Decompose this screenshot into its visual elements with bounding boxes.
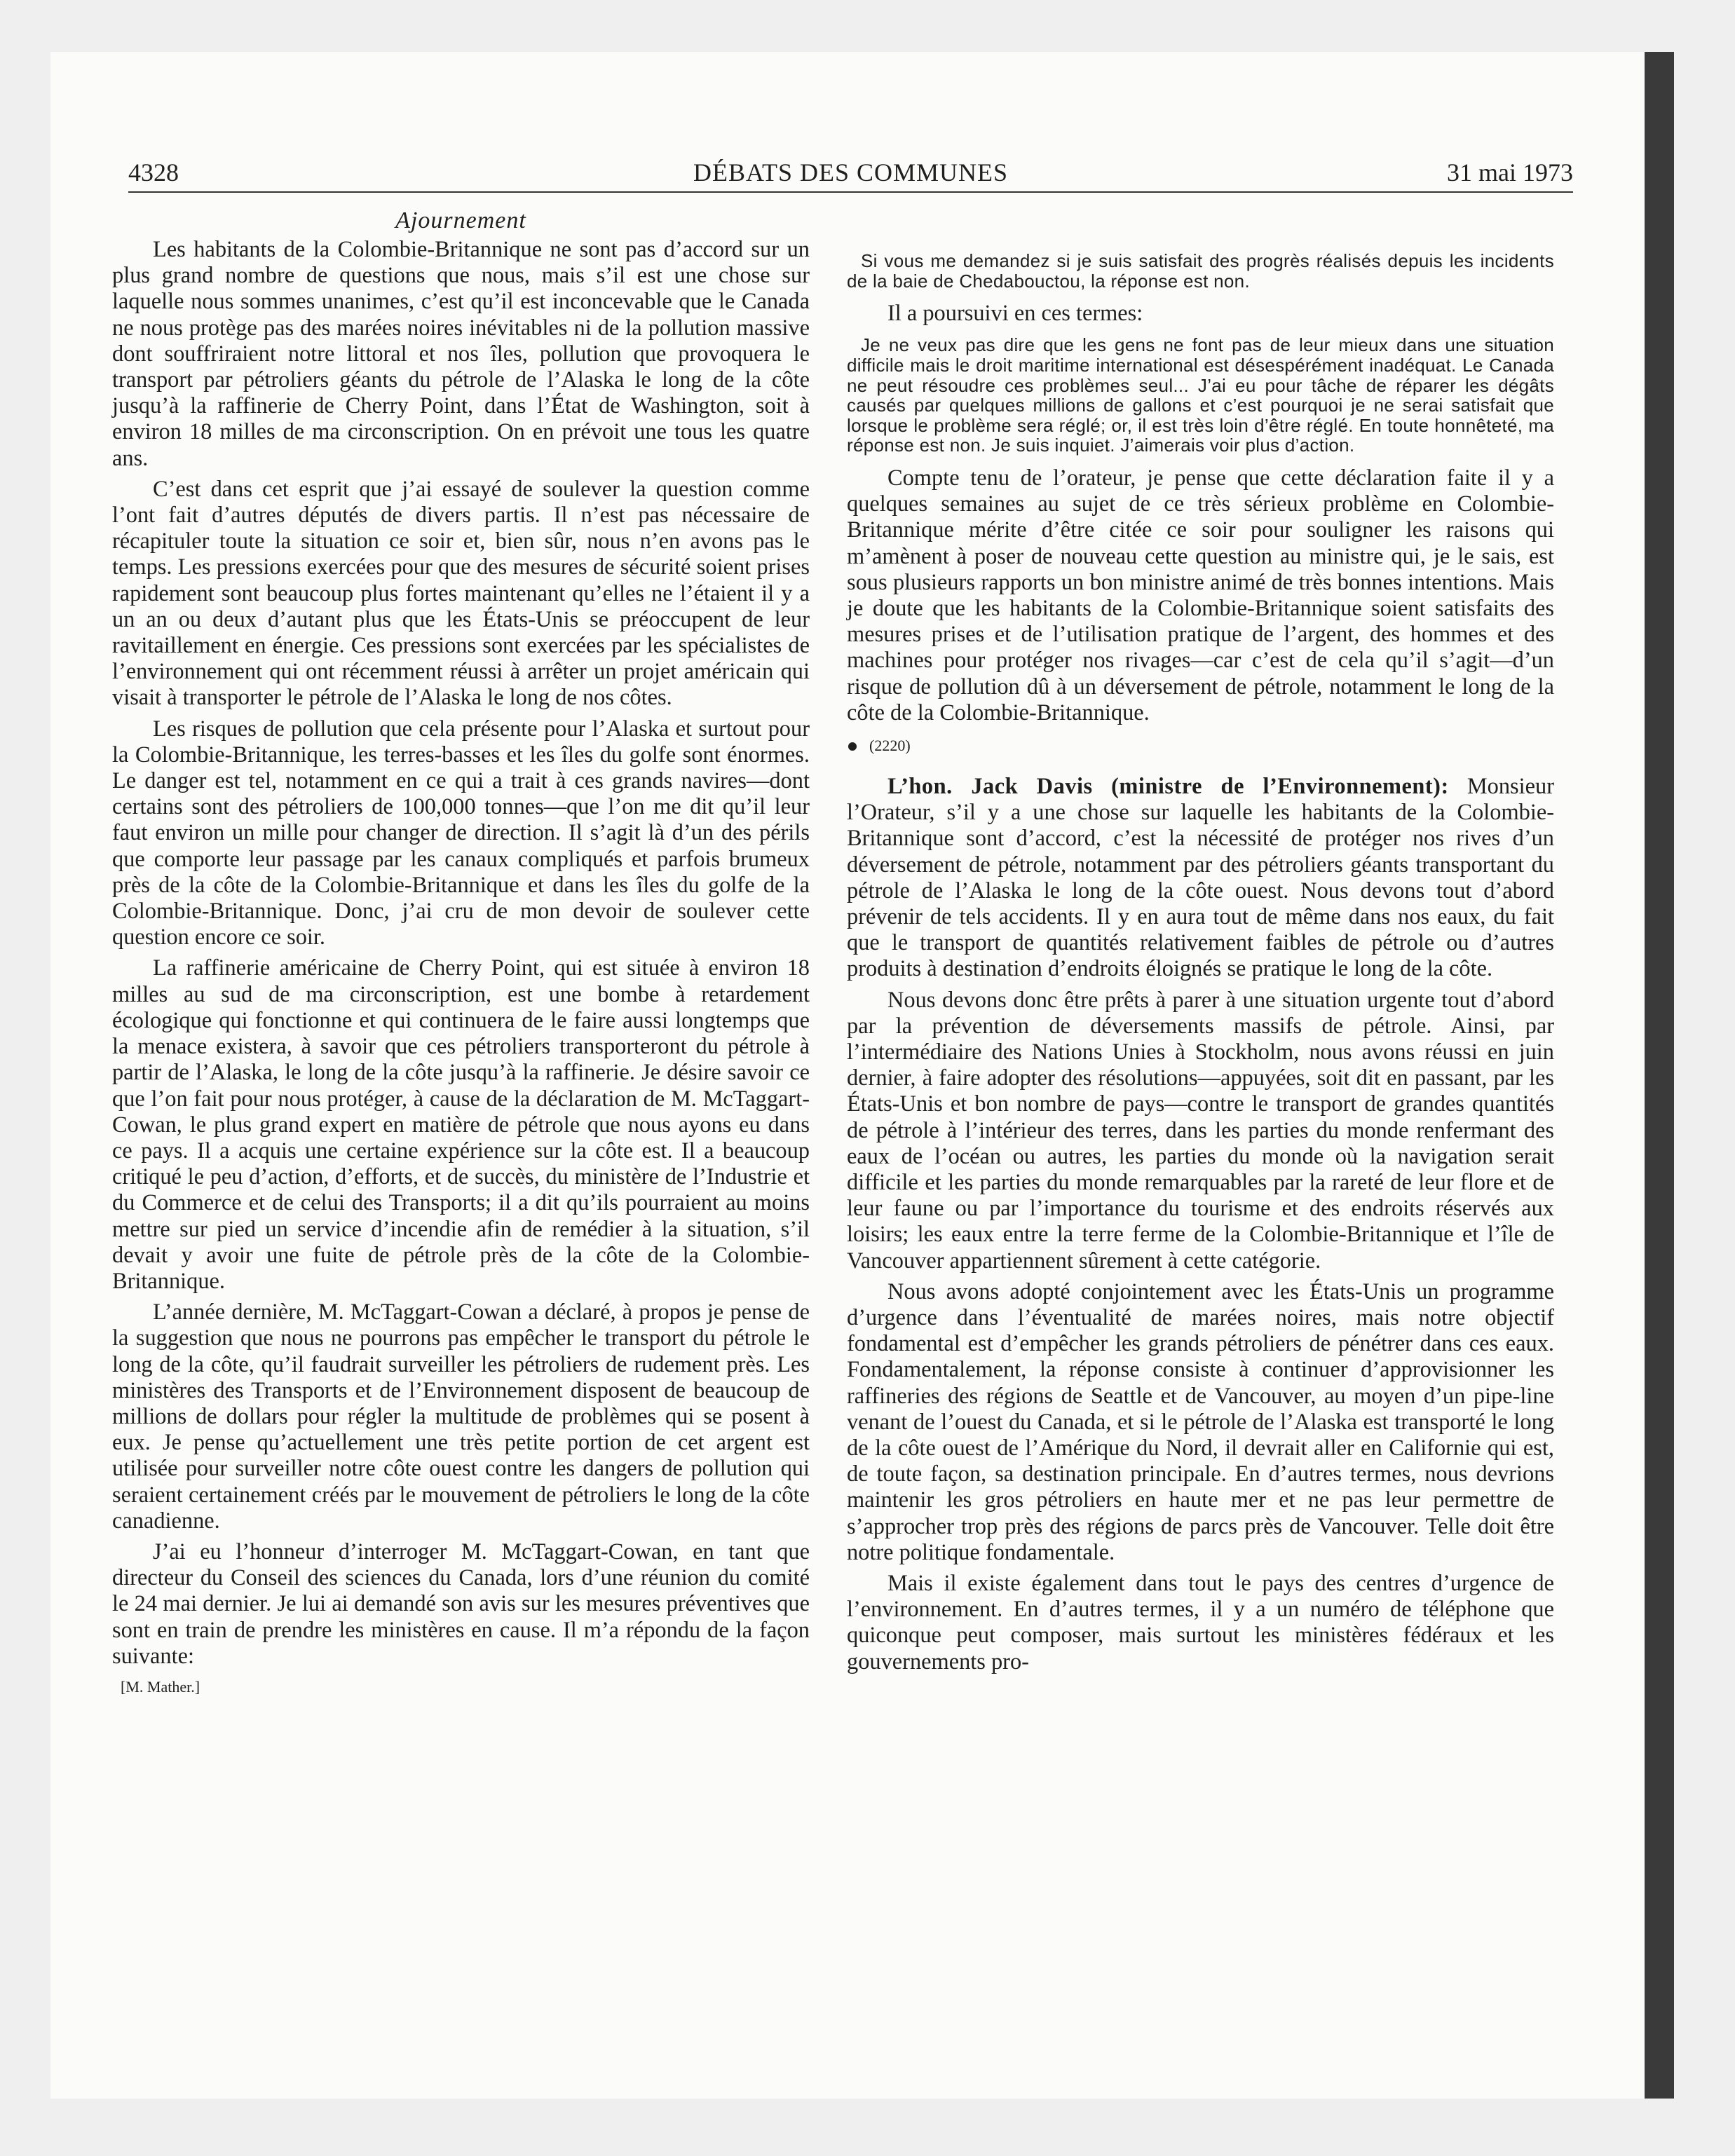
paragraph: J’ai eu l’honneur d’interroger M. McTaggart-Cowan, en tant que directeur du Conseil des sciences du Canada, lors d’une réunion du comité le 24 mai dernier. Je lui ai demandé son avis sur les mesures préventives que sont en train de prendre les ministères en cause. Il m’a répondu de la façon suivante: bbox=[112, 1538, 810, 1669]
scan-edge-shadow bbox=[1645, 52, 1674, 2099]
paragraph: Compte tenu de l’orateur, je pense que cette déclaration faite il y a quelques semaines au sujet de ce très sérieux problème en Colombie-Britannique mérite d’être citée ce soir pour souligner les raisons qui m’amènent à poser de nouveau cette question au ministre qui, je le sais, est sous plusieurs rapports un bon ministre animé de très bonnes intentions. Mais je doute que les habitants de la Colombie-Britannique soient satisfaits des mesures prises et de l’utilisation pratique de l’argent, des hommes et des machines pour protéger nos rivages—car c’est de cela qu’il s’agit—d’un risque de pollution dû à un déversement de pétrole, notamment le long de la côte de la Colombie-Britannique. bbox=[847, 465, 1554, 725]
right-column bbox=[847, 206, 1554, 1680]
block-quote: Si vous me demandez si je suis satisfait des progrès réalisés depuis les incidents de la baie de Chedabouctou, la réponse est non. bbox=[847, 250, 1554, 292]
speech-paragraph bbox=[847, 774, 1554, 983]
time-marker bbox=[847, 733, 1554, 758]
section-heading: Ajournement bbox=[395, 207, 526, 233]
speaker-footnote: [M. Mather.] bbox=[121, 1677, 200, 1696]
bullet-icon bbox=[848, 742, 857, 751]
page-number: 4328 bbox=[128, 158, 179, 186]
paragraph: C’est dans cet esprit que j’ai essayé de soulever la question comme l’ont fait d’autres députés de divers partis. Il n’est pas nécessaire de récapituler toute la situation ce soir et, bien sûr, nous n’en avons pas le temps. Les pressions exercées pour que des mesures de sécurité soient prises rapidement sont beaucoup plus fortes maintenant qu’elles ne l’étaient il y a un an ou deux d’autant plus que les États-Unis se préoccupent de leur ravitaillement en énergie. Ces pressions sont exercées par les spécialistes de l’environnement qui ont récemment réussi à arrêter un projet américain qui visait à transporter le pétrole de l’Alaska le long de nos côtes. bbox=[112, 476, 810, 711]
paragraph: Mais il existe également dans tout le pays des centres d’urgence de l’environnement. En d’autres termes, il y a un numéro de téléphone que quiconque peut composer, mais surtout les ministères fédéraux et les gouvernements pro- bbox=[847, 1571, 1554, 1674]
block-quote: Je ne veux pas dire que les gens ne font pas de leur mieux dans une situation difficile mais le droit maritime international est désespérément inadéquat. Le Canada ne peut résoudre ces problèmes seul... J’ai eu pour tâche de réparer les dégâts causés par quelques millions de gallons et c’est pourquoi je ne serai satisfait que lorsque le problème sera réglé; or, il est très loin d’être réglé. En toute honnêteté, ma réponse est non. Je suis inquiet. J’aimerais voir plus d’action. bbox=[847, 334, 1554, 456]
header-rule bbox=[128, 191, 1573, 193]
paragraph: Nous avons adopté conjointement avec les États-Unis un programme d’urgence dans l’éventualité de marées noires, mais notre objectif fondamental est d’empêcher les grands pétroliers de pénétrer dans ces eaux. Fondamentalement, la réponse consiste à continuer d’approvisionner les raffineries des régions de Seattle et de Vancouver, au moyen d’un pipe-line venant de l’ouest du Canada, et si le pétrole de l’Alaska est transporté le long de la côte ouest de l’Amérique du Nord, il devrait aller en Californie qui est, de toute façon, sa destination principale. En d’autres termes, nous devrions maintenir les gros pétroliers en haute mer et ne pas leur permettre de s’approcher trop près des régions de parcs près de Vancouver. Telle doit être notre politique fondamentale. bbox=[847, 1278, 1554, 1565]
page-date: 31 mai 1973 bbox=[1447, 158, 1573, 186]
page-header bbox=[128, 156, 1573, 189]
paragraph: Il a poursuivi en ces termes: bbox=[887, 301, 1143, 327]
speech-opening: Monsieur l’Orateur, s’il y a une chose sur laquelle les habitants de la Colombie-Britannique sont d’accord, c’est la nécessité de protéger nos rives d’un déversement de pétrole, notamment par des pétroliers géants transportant du pétrole de l’Alaska le long de la côte ouest. Nous devons tout d’abord prévenir de tels accidents. Il y en aura tout de même dans nos eaux, du fait que le transport de quantités relativement faibles de pétrole ou d’autres produits à destination d’endroits éloignés se pratique le long de la côte. bbox=[847, 773, 1554, 982]
time-marker-label: (2220) bbox=[869, 736, 911, 754]
speaker-name: L’hon. Jack Davis (ministre de l’Environnement): bbox=[887, 773, 1449, 799]
paragraph: Nous devons donc être prêts à parer à une situation urgente tout d’abord par la prévention de déversements massifs de pétrole. Ainsi, par l’intermédiaire des Nations Unies à Stockholm, nous avons réussi en juin dernier, à faire adopter des résolutions—appuyées, soit dit en passant, par les États-Unis et bon nombre de pays—contre le transport de grandes quantités de pétrole à l’intérieur des terres, dans les parties du monde renfermant des eaux de l’océan ou autres, les parties du monde où la navigation serait difficile et les parties du monde remarquables par la rareté de leur flore et de leur faune ou par l’importance du tourisme et des endroits réservés aux loisirs; les eaux entre la terre ferme de la Colombie-Britannique et l’île de Vancouver appartiennent sûrement à cette catégorie. bbox=[847, 987, 1554, 1274]
paragraph: Les habitants de la Colombie-Britannique ne sont pas d’accord sur un plus grand nombre de questions que nous, mais s’il est une chose sur laquelle nous sommes unanimes, c’est qu’il est inconcevable que le Canada ne nous protège pas des marées noires inévitables ni de la pollution massive dont souffriraient notre littoral et nos îles, pollution que provoquera le transport par pétroliers géants du pétrole de l’Alaska le long de la côte jusqu’à la raffinerie de Cherry Point, dans l’État de Washington, soit à environ 18 milles de ma circonscription. On en prévoit une tous les quatre ans. bbox=[112, 237, 810, 471]
running-title: DÉBATS DES COMMUNES bbox=[693, 158, 1009, 186]
left-column bbox=[112, 206, 810, 1698]
paragraph: La raffinerie américaine de Cherry Point, qui est située à environ 18 milles au sud de ma circonscription, est une bombe à retardement écologique qui fonctionne et qui continuera de le faire aussi longtemps que la menace existera, à savoir que ces pétroliers transporteront du pétrole à partir de l’Alaska, le long de la côte jusqu’à la raffinerie. Je désire savoir ce que l’on fait pour nous protéger, à cause de la déclaration de M. McTaggart-Cowan, le plus grand expert en matière de pétrole que nous ayons eu dans ce pays. Il a acquis une certaine expérience sur la côte est. Il a beaucoup critiqué le peu d’action, d’efforts, et de succès, du ministère de l’Industrie et du Commerce et de celui des Transports; il a dit qu’ils pourraient au moins mettre sur pied un service d’incendie afin de remédier à la situation, s’il devait y avoir une fuite de pétrole près de la côte de la Colombie-Britannique. bbox=[112, 955, 810, 1294]
paragraph: L’année dernière, M. McTaggart-Cowan a déclaré, à propos je pense de la suggestion que nous ne pourrons pas empêcher le transport du pétrole le long de la côte, qu’il faudrait surveiller les pétroliers de rudement près. Les ministères des Transports et de l’Environnement disposent de beaucoup de millions de dollars pour régler la multitude de problèmes qui se posent à eux. Je pense qu’actuellement une très petite portion de cet argent est utilisée pour surveiller notre côte ouest contre les dangers de pollution qui seraient certainement créés par le mouvement de pétroliers le long de la côte canadienne. bbox=[112, 1299, 810, 1534]
paragraph: Les risques de pollution que cela présente pour l’Alaska et surtout pour la Colombie-Britannique, les terres-basses et les îles du golfe sont énormes. Le danger est tel, notamment en ce qui a trait à ces grands navires—dont certains sont des pétroliers de 100,000 tonnes—que l’on me dit qu’il leur faut environ un mille pour changer de direction. Il s’agit là d’un des périls que comporte leur passage par les canaux compliqués et parfois brumeux près de la côte de la Colombie-Britannique et dans les îles du golfe de la Colombie-Britannique. Donc, j’ai cru de mon devoir de soulever cette question encore ce soir. bbox=[112, 716, 810, 950]
